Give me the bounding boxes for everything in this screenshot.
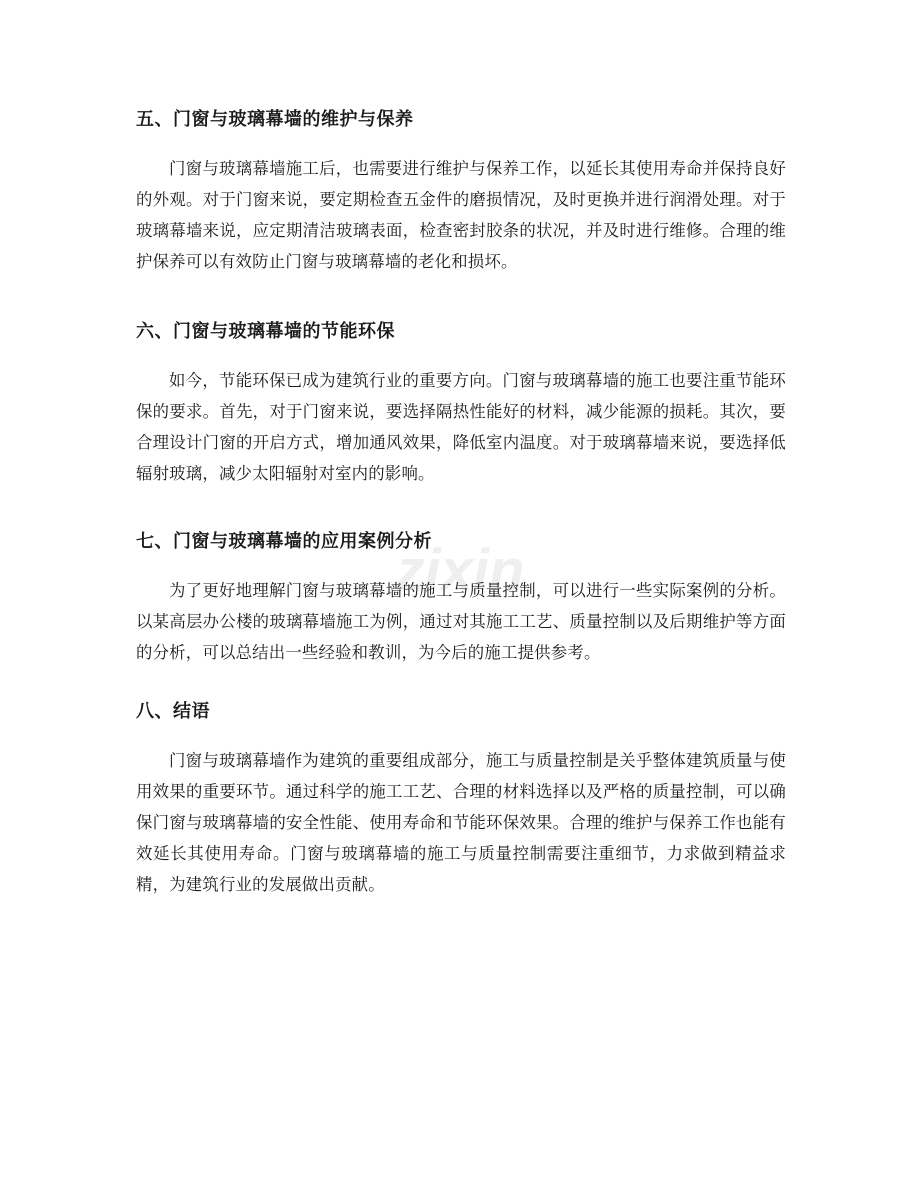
section-paragraph: 如今，节能环保已成为建筑行业的重要方向。门窗与玻璃幕墙的施工也要注重节能环保的要求。首先，对于门窗来说，要选择隔热性能好的材料，减少能源的损耗。其次，要合理设计门窗的开启方式，增加通风效果，降低室内温度。对于玻璃幕墙来说，要选择低辐射玻璃，减少太阳辐射对室内的影响。 [136, 371, 786, 483]
section-heading: 五、门窗与玻璃幕墙的维护与保养 [136, 109, 414, 130]
section-heading: 八、结语 [136, 701, 210, 722]
section-energy-saving [136, 312, 786, 489]
watermark-text: zixin [395, 538, 525, 603]
section-heading: 六、门窗与玻璃幕墙的节能环保 [136, 321, 395, 342]
section-conclusion [136, 692, 786, 900]
section-case-study [136, 522, 786, 668]
section-paragraph: 门窗与玻璃幕墙作为建筑的重要组成部分，施工与质量控制是关乎整体建筑质量与使用效果的重要环节。通过科学的施工工艺、合理的材料选择以及严格的质量控制，可以确保门窗与玻璃幕墙的安全性能、使用寿命和节能环保效果。合理的维护与保养工作也能有效延长其使用寿命。门窗与玻璃幕墙的施工与质量控制需要注重细节，力求做到精益求精，为建筑行业的发展做出贡献。 [136, 751, 786, 894]
section-heading: 七、门窗与玻璃幕墙的应用案例分析 [136, 531, 432, 552]
section-maintenance [136, 100, 786, 277]
section-paragraph: 门窗与玻璃幕墙施工后，也需要进行维护与保养工作，以延长其使用寿命并保持良好的外观。对于门窗来说，要定期检查五金件的磨损情况，及时更换并进行润滑处理。对于玻璃幕墙来说，应定期清洁玻璃表面，检查密封胶条的状况，并及时进行维修。合理的维护保养可以有效防止门窗与玻璃幕墙的老化和损坏。 [136, 159, 786, 271]
section-paragraph: 为了更好地理解门窗与玻璃幕墙的施工与质量控制，可以进行一些实际案例的分析。以某高层办公楼的玻璃幕墙施工为例，通过对其施工工艺、质量控制以及后期维护等方面的分析，可以总结出一些经验和教训，为今后的施工提供参考。 [136, 581, 786, 662]
